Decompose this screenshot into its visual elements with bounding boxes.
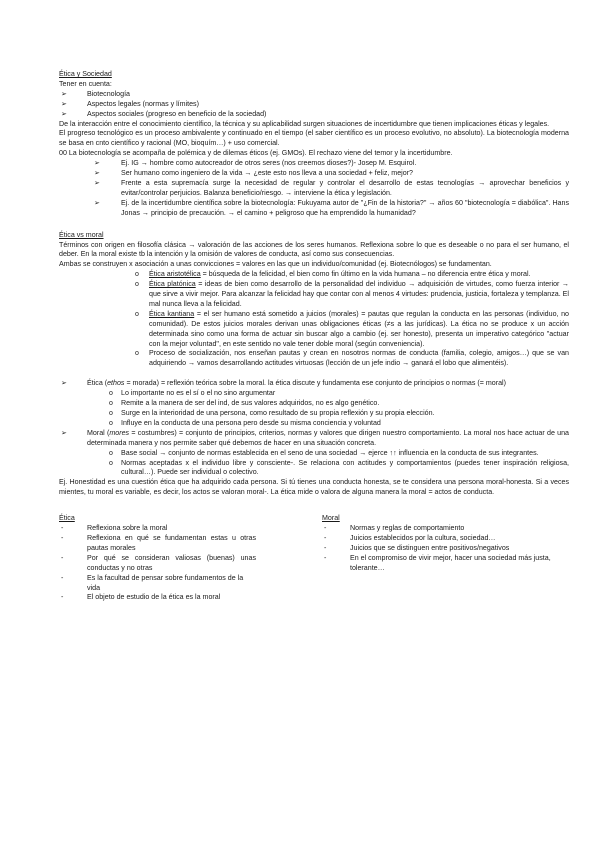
paragraph: Ambas se construyen x asociación a unas convicciones = valores en las que un individuo/comunidad (ej. Biotecnólogos) se fundamentan.	[59, 260, 492, 269]
term-label: Ética platónica	[149, 280, 196, 289]
circle-bullet-icon: o	[135, 310, 139, 318]
moral-column	[322, 514, 569, 573]
circle-bullet-icon: o	[109, 400, 113, 408]
dash-icon: -	[61, 533, 64, 542]
paragraph: Términos con origen en filosofía clásica → valoración de las acciones de los seres humanos. Reflexiona sobre lo que es deseable o no para el ser humano, el deber. En la moral existe tb la intención y la omisión de valores de conducta, así como sus consecuencias.	[59, 240, 569, 259]
list-item: o Base social → conjunto de normas establecida en el seno de una sociedad → ejerce ↑↑ influencia en la conducta de sus integrantes.	[109, 448, 539, 457]
arrow-bullet-icon: ➢	[94, 179, 100, 187]
list-item: o Influye en la conducta de una persona pero desde su misma conciencia y voluntad	[109, 418, 381, 427]
section-title-etica-vs-moral: Ética vs moral	[59, 230, 104, 239]
list-item: ➢ Biotecnología	[61, 89, 130, 98]
arrow-bullet-icon: ➢	[61, 90, 67, 98]
etica-column	[59, 514, 256, 603]
arrow-bullet-icon: ➢	[61, 380, 67, 388]
arrow-bullet-icon: ➢	[94, 170, 100, 178]
list-item: ➢ Ej. de la incertidumbre científica sobre la biotecnología: Fukuyama autor de "¿Fin de la historia?" → años 60 "biotecnología = diabólica". Hans Jonas → principio de precaución. → el camino + peligroso que ha emprendido la humanidad?	[94, 198, 569, 217]
list-item: - Juicios establecidos por la cultura, sociedad…	[324, 533, 496, 542]
arrow-bullet-icon: ➢	[94, 199, 100, 207]
dash-icon: -	[61, 553, 64, 562]
dash-icon: -	[61, 524, 64, 533]
arrow-bullet-icon: ➢	[94, 160, 100, 168]
circle-bullet-icon: o	[109, 459, 113, 467]
list-item: o Normas aceptadas x el individuo libre y consciente-. Se relaciona con actitudes y comportamientos (puedes tener inspiración religiosa, cultural…). Puede ser individual o colectivo.	[109, 458, 569, 477]
document-page	[59, 70, 569, 602]
list-item: - Juicios que se distinguen entre positivos/negativos	[324, 543, 510, 552]
list-item: o Ética platónica = ideas de bien como desarrollo de la personalidad del individuo → adquisición de virtudes, como fuerza interior → que sirve a vivir mejor. Para alcanzar la felicidad hay que contar con al menos 4 virtudes: prudencia, justicia, fortaleza y templanza. El mal nunca lleva a la felicidad.	[135, 280, 569, 308]
list-item: o Remite a la manera de ser del ind, de sus valores adquiridos, no es algo genético.	[109, 399, 380, 408]
list-item: o Surge en la interioridad de una persona, como resultado de su propia reflexión y su propia elección.	[109, 409, 435, 417]
circle-bullet-icon: o	[109, 419, 113, 427]
section-title-etica-sociedad: Ética y Sociedad	[59, 70, 112, 78]
column-title-etica: Ética	[59, 514, 75, 523]
paragraph: Ej. Honestidad es una cuestión ética que ha adquirido cada persona. Si tú tienes una conducta honesta, se te considera una persona moral-honesta. Si a veces mientes, tu moral es variable, es decir, los actos se valoran moral-. La ética mide o valora de alguna manera la moral = actos de conducta.	[59, 478, 569, 497]
list-item: - En el compromiso de vivir mejor, hacer una sociedad más justa, tolerante…	[324, 553, 551, 572]
intro-text: Tener en cuenta:	[59, 79, 112, 88]
list-item: o Ética kantiana = el ser humano está sometido a juicios (morales) = pautas que regulan la conducta en las personas (individuo, no comunidad). De estos juicios morales derivan unas obligaciones éticas (≠s a las jurídicas). La ética no se produce x un acción determinada sino como una forma de actuar sin buscar algo a cambio (ej. ser honesto), presenta un imperativo categórico "actuar con la mejor voluntad", en este sentido no vale tener doble moral (según conveniencia).	[135, 309, 569, 348]
list-item: ➢ Moral (mores = costumbres) = conjunto de principios, criterios, normas y valores que dirigen nuestro comportamiento. La moral nos hace actuar de una determinada manera y nos permite saber qué debemos de hacer en una situación concreta.	[61, 428, 569, 447]
list-item: ➢ Ética (ethos = morada) = reflexión teórica sobre la moral. la ética discute y fundamenta ese conjunto de principios o normas (= moral)	[61, 379, 506, 388]
dash-icon: -	[324, 543, 327, 552]
circle-bullet-icon: o	[135, 281, 139, 289]
list-item: ➢ Ej. IG → hombre como autocreador de otros seres (nos creemos dioses?)- Josep M. Esquirol.	[94, 159, 417, 168]
circle-bullet-icon: o	[109, 410, 113, 417]
column-title-moral: Moral	[322, 514, 340, 523]
circle-bullet-icon: o	[109, 390, 113, 398]
list-item: o Proceso de socialización, nos enseñan pautas y crean en nosotros normas de conducta (familia, colegio, amigos…) que se van adquiriendo → vamos desarrollando actitudes virtuosas (lección de un jefe indio → ganará el lobo que alimentéis).	[135, 349, 569, 368]
dash-icon: -	[324, 533, 327, 542]
dash-icon: -	[61, 593, 64, 602]
list-item: - Es la facultad de pensar sobre fundamentos de la vida	[61, 573, 244, 592]
arrow-bullet-icon: ➢	[61, 429, 67, 437]
list-item: ➢ Ser humano como ingeniero de la vida → ¿este esto nos lleva a una sociedad + feliz, mejor?	[94, 169, 413, 178]
list-item: - Por qué se consideran valiosas (buenas) unas conductas y no otras	[61, 553, 256, 572]
dash-icon: -	[324, 524, 327, 533]
list-item: o Lo importante no es el sí o el no sino argumentar	[109, 389, 276, 398]
term-label: Ética kantiana	[149, 309, 195, 318]
list-item: ➢ Aspectos sociales (progreso en beneficio de la sociedad)	[61, 109, 267, 118]
term-label: Ética aristotélica	[149, 270, 201, 279]
list-item: - Reflexiona en qué se fundamentan estas u otras pautas morales	[61, 533, 256, 552]
paragraph: El progreso tecnológico es un proceso ambivalente y continuado en el tiempo (el saber científico es un proceso evolutivo, no absoluto). La biotecnología moderna se basa en cnto científico y racional (MO, bioquím…) + uso comercial.	[59, 129, 569, 148]
dash-icon: -	[324, 553, 327, 562]
list-item: - Reflexiona sobre la moral	[61, 524, 168, 533]
circle-bullet-icon: o	[109, 449, 113, 457]
paragraph: 00 La biotecnología se acompaña de polémica y de dilemas éticos (ej. GMOs). El rechazo viene del temor y la incertidumbre.	[59, 149, 453, 158]
circle-bullet-icon: o	[135, 271, 139, 279]
dash-icon: -	[61, 573, 64, 582]
list-item: ➢ Frente a esta supremacía surge la necesidad de regular y controlar el desarrollo de estas tecnologías → aprovechar beneficios y evitar/controlar perjuicios. Balanza beneficio/riesgo. → interviene la ética y legislación.	[94, 178, 569, 197]
arrow-bullet-icon: ➢	[61, 110, 67, 118]
list-item: ➢ Aspectos legales (normas y límites)	[61, 99, 199, 108]
arrow-bullet-icon: ➢	[61, 100, 67, 108]
list-item: o Ética aristotélica = búsqueda de la felicidad, el bien como fin último en la vida humana – no diferencia entre ética y moral.	[135, 270, 531, 279]
paragraph: De la interacción entre el conocimiento científico, la técnica y su aplicabilidad surgen situaciones de incertidumbre que tienen implicaciones éticas y legales.	[59, 119, 550, 128]
list-item: - Normas y reglas de comportamiento	[324, 524, 465, 533]
circle-bullet-icon: o	[135, 350, 139, 358]
list-item: - El objeto de estudio de la ética es la moral	[61, 593, 221, 602]
